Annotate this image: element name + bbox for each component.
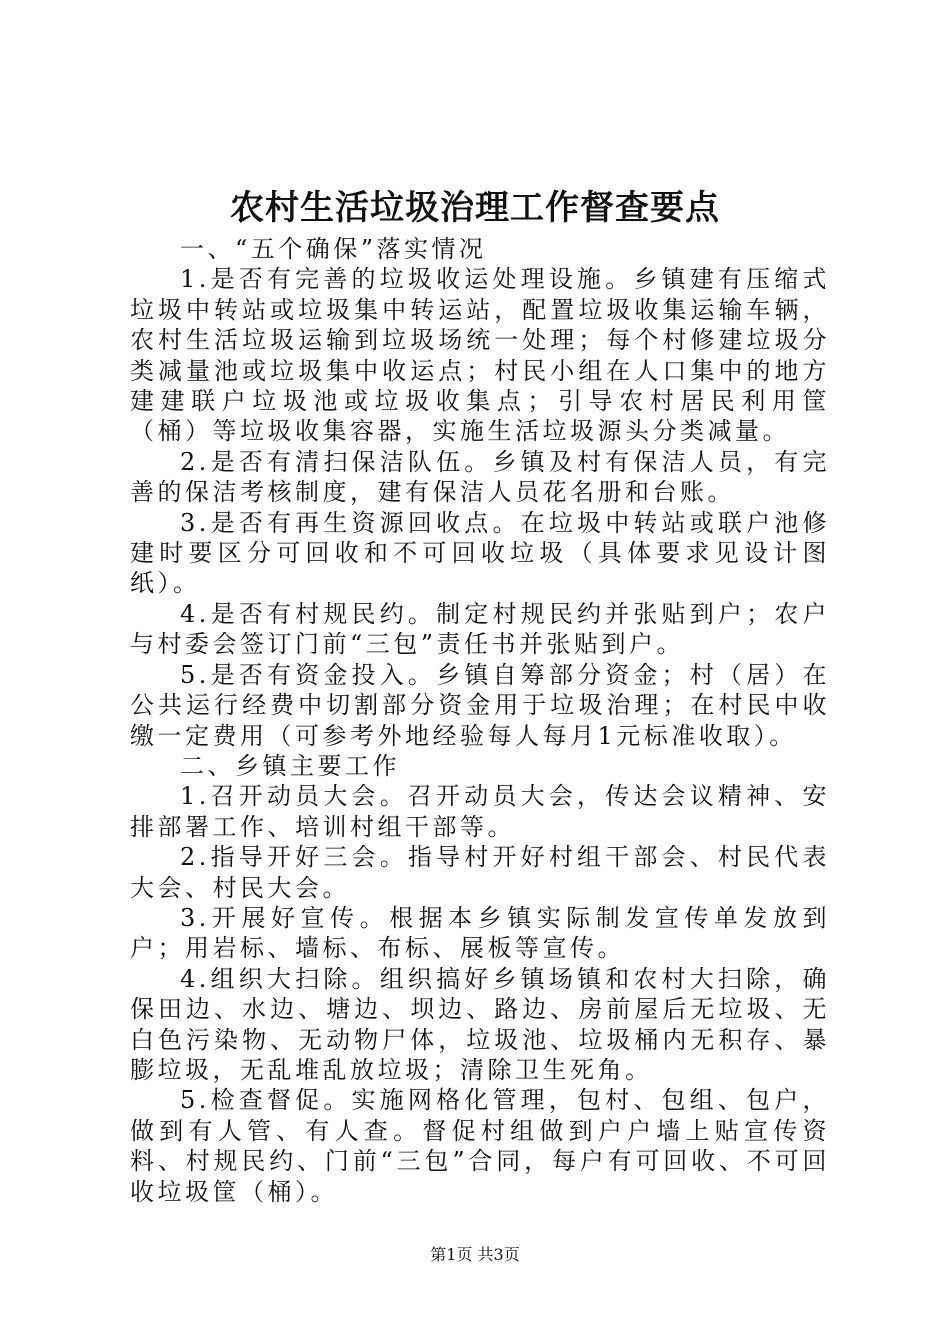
section-heading-1: 一、“五个确保”落实情况 — [180, 235, 487, 263]
paragraph: 5.检查督促。实施网格化管理，包村、包组、包户，做到有人管、有人查。督促村组做到户户墙上贴宣传资料、村规民约、门前“三包”合同，每户有可回收、不可回收垃圾筐（桶）。 — [130, 1086, 830, 1206]
paragraph: 2.指导开好三会。指导村开好村组干部会、村民代表大会、村民大会。 — [130, 843, 830, 902]
document-body — [130, 234, 830, 1207]
paragraph: 3.开展好宣传。根据本乡镇实际制发宣传单发放到户；用岩标、墙标、布标、展板等宣传。 — [130, 903, 830, 963]
paragraph: 5.是否有资金投入。乡镇自筹部分资金；村（居）在公共运行经费中切割部分资金用于垃圾治理；在村民中收缴一定费用（可参考外地经验每人每月1元标准收取）。 — [130, 660, 830, 750]
paragraph: 1.召开动员大会。召开动员大会，传达会议精神、安排部署工作、培训村组干部等。 — [130, 782, 830, 841]
paragraph: 1.是否有完善的垃圾收运处理设施。乡镇建有压缩式垃圾中转站或垃圾集中转运站，配置垃圾收集运输车辆，农村生活垃圾运输到垃圾场统一处理；每个村修建垃圾分类减量池或垃圾集中收运点；村民小组在人口集中的地方建建联户垃圾池或垃圾收集点；引导农村居民利用筐（桶）等垃圾收集容器，实施生活垃圾源头分类减量。 — [130, 265, 830, 446]
paragraph: 3.是否有再生资源回收点。在垃圾中转站或联户池修建时要区分可回收和不可回收垃圾（具体要求见设计图纸）。 — [130, 508, 830, 598]
paragraph: 4.是否有村规民约。制定村规民约并张贴到户；农户与村委会签订门前“三包”责任书并张贴到户。 — [130, 599, 830, 659]
document-title: 农村生活垃圾治理工作督查要点 — [230, 188, 720, 228]
paragraph: 4.组织大扫除。组织搞好乡镇场镇和农村大扫除，确保田边、水边、塘边、坝边、路边、房前屋后无垃圾、无白色污染物、无动物尸体，垃圾池、垃圾桶内无积存、暴膨垃圾，无乱堆乱放垃圾；清除卫生死角。 — [130, 964, 830, 1084]
paragraph: 2.是否有清扫保洁队伍。乡镇及村有保洁人员，有完善的保洁考核制度，建有保洁人员花名册和台账。 — [130, 447, 830, 507]
page-footer: 第1页 共3页 — [430, 1245, 520, 1264]
section-heading-2: 二、乡镇主要工作 — [180, 751, 400, 780]
